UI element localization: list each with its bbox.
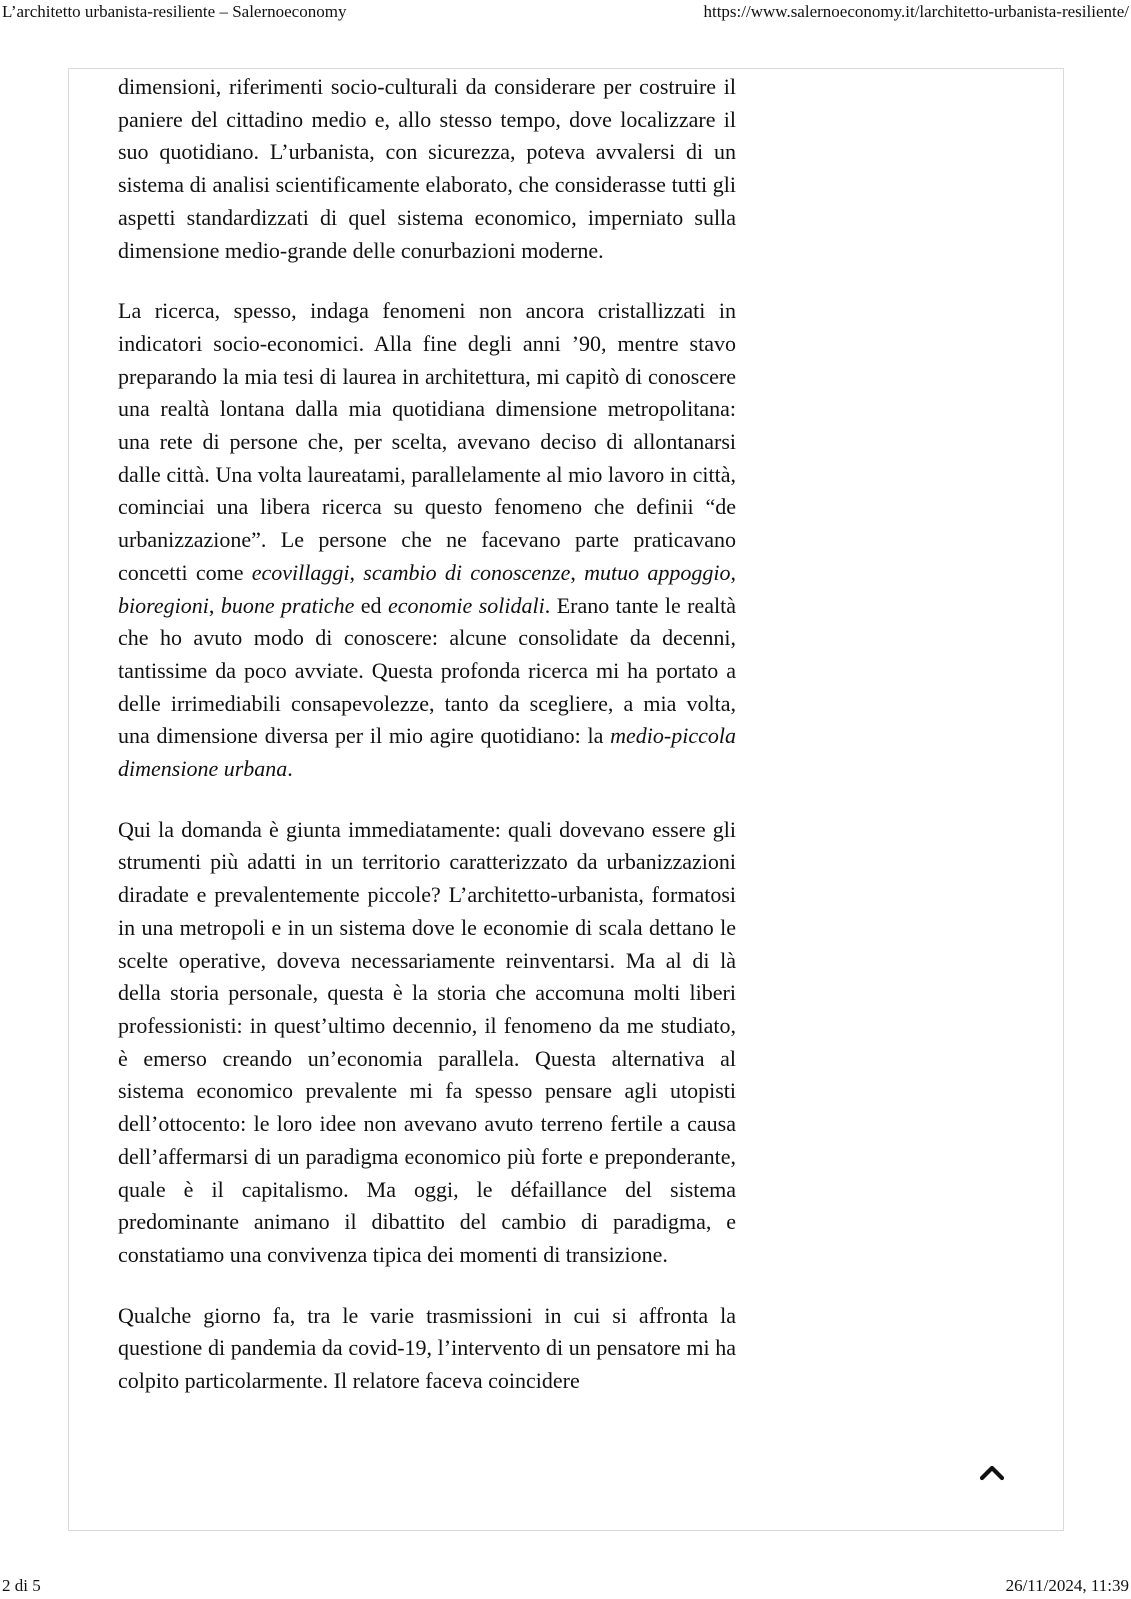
print-footer [0,1576,1131,1598]
text-run: . Erano tante le realtà che ho avuto modo di conoscere: alcune consolidate da decenni, tantissime da poco avviate. Questa profonda ricerca mi ha portato a delle irrimediabili consapevolezze, tanto da scegliere, a mia volta, una dimensione diversa per il mio agire quotidiano: la [118,592,737,749]
text-run: Qui la domanda è giunta immediatamente: quali dovevano essere gli strumenti più adatti in un territorio caratterizzato da urbanizzazioni diradate e prevalentemente piccole? L’architetto-urbanista, formatosi in una metropoli e in un sistema dove le economie di scala dettano le scelte operative, doveva necessariamente reinventarsi. Ma al di là della storia personale, questa è la storia che accomuna molti liberi professionisti: in quest’ultimo decennio, il fenomeno da me studiato, è emerso creando un’economia parallela. Questa alternativa al sistema economico prevalente mi fa spesso pensare agli utopisti dell’ottocento: le loro idee non avevano avuto terreno fertile a causa dell’affermarsi di un paradigma economico più forte e preponderante, quale è il capitalismo. Ma oggi, le défaillance del sistema predominante animano il dibattito del cambio di paradigma, e constatiamo una convivenza tipica dei momenti di transizione. [118,816,736,1267]
italic-term: medio-piccola dimensione urbana [118,723,736,782]
article-paragraph [118,1300,736,1398]
text-run: , [349,559,364,585]
text-run: La ricerca, spesso, indaga fenomeni non ancora cristallizzati in indicatori socio-economici. Alla fine degli anni ’90, mentre stavo preparando la mia tesi di laurea in architettura, mi capitò di conoscere una realtà lontana dalla mia quotidiana dimensione metropolitana: una rete di persone che, per scelta, avevano deciso di allontanarsi dalle città. Una volta laureatami, parallelamente al mio lavoro in città, cominciai una libera ricerca su questo fenomeno che definii “de urbanizzazione”. Le persone che ne facevano parte praticavano concetti come [118,298,736,585]
italic-term: economie solidali [388,592,545,618]
italic-term: mutuo appoggio [584,559,731,585]
italic-term: buone pratiche [220,592,355,618]
text-run: Qualche giorno fa, tra le varie trasmissioni in cui si affronta la questione di pandemia da covid-19, l’intervento di un pensatore mi ha colpito particolarmente. Il relatore faceva coincidere [118,1302,736,1394]
print-datetime: 26/11/2024, 11:39 [1005,1576,1129,1595]
article-paragraph [118,814,736,1272]
print-page-number: 2 di 5 [2,1576,41,1595]
text-run: . [287,756,293,782]
italic-term: scambio di conoscenze [363,559,571,585]
print-header [0,2,1131,24]
text-run: dimensioni, riferimenti socio-culturali da considerare per costruire il paniere del cittadino medio e, allo stesso tempo, dove localizzare il suo quotidiano. L’urbanista, con sicurezza, poteva avvalersi di un sistema di analisi scientificamente elaborato, che considerasse tutti gli aspetti standardizzati di quel sistema economico, imperniato sulla dimensione medio-grande delle conurbazioni moderne. [118,74,736,263]
print-url: https://www.salernoeconomy.it/larchitetto-urbanista-resiliente/ [703,2,1129,21]
text-run: , [570,559,585,585]
italic-term: ecovillaggi [251,559,350,585]
text-run: ed [354,592,388,618]
chevron-up-icon [979,1463,1005,1481]
article-body [118,71,736,1398]
page-content-frame [68,68,1064,1531]
text-run: , [208,592,221,618]
back-to-top-button[interactable] [972,1452,1012,1492]
print-page-title: L’architetto urbanista-resiliente – Salernoeconomy [2,2,347,21]
italic-term: bioregioni [118,592,209,618]
article-paragraph [118,71,736,267]
text-run: , [730,559,736,585]
article-paragraph [118,295,736,786]
